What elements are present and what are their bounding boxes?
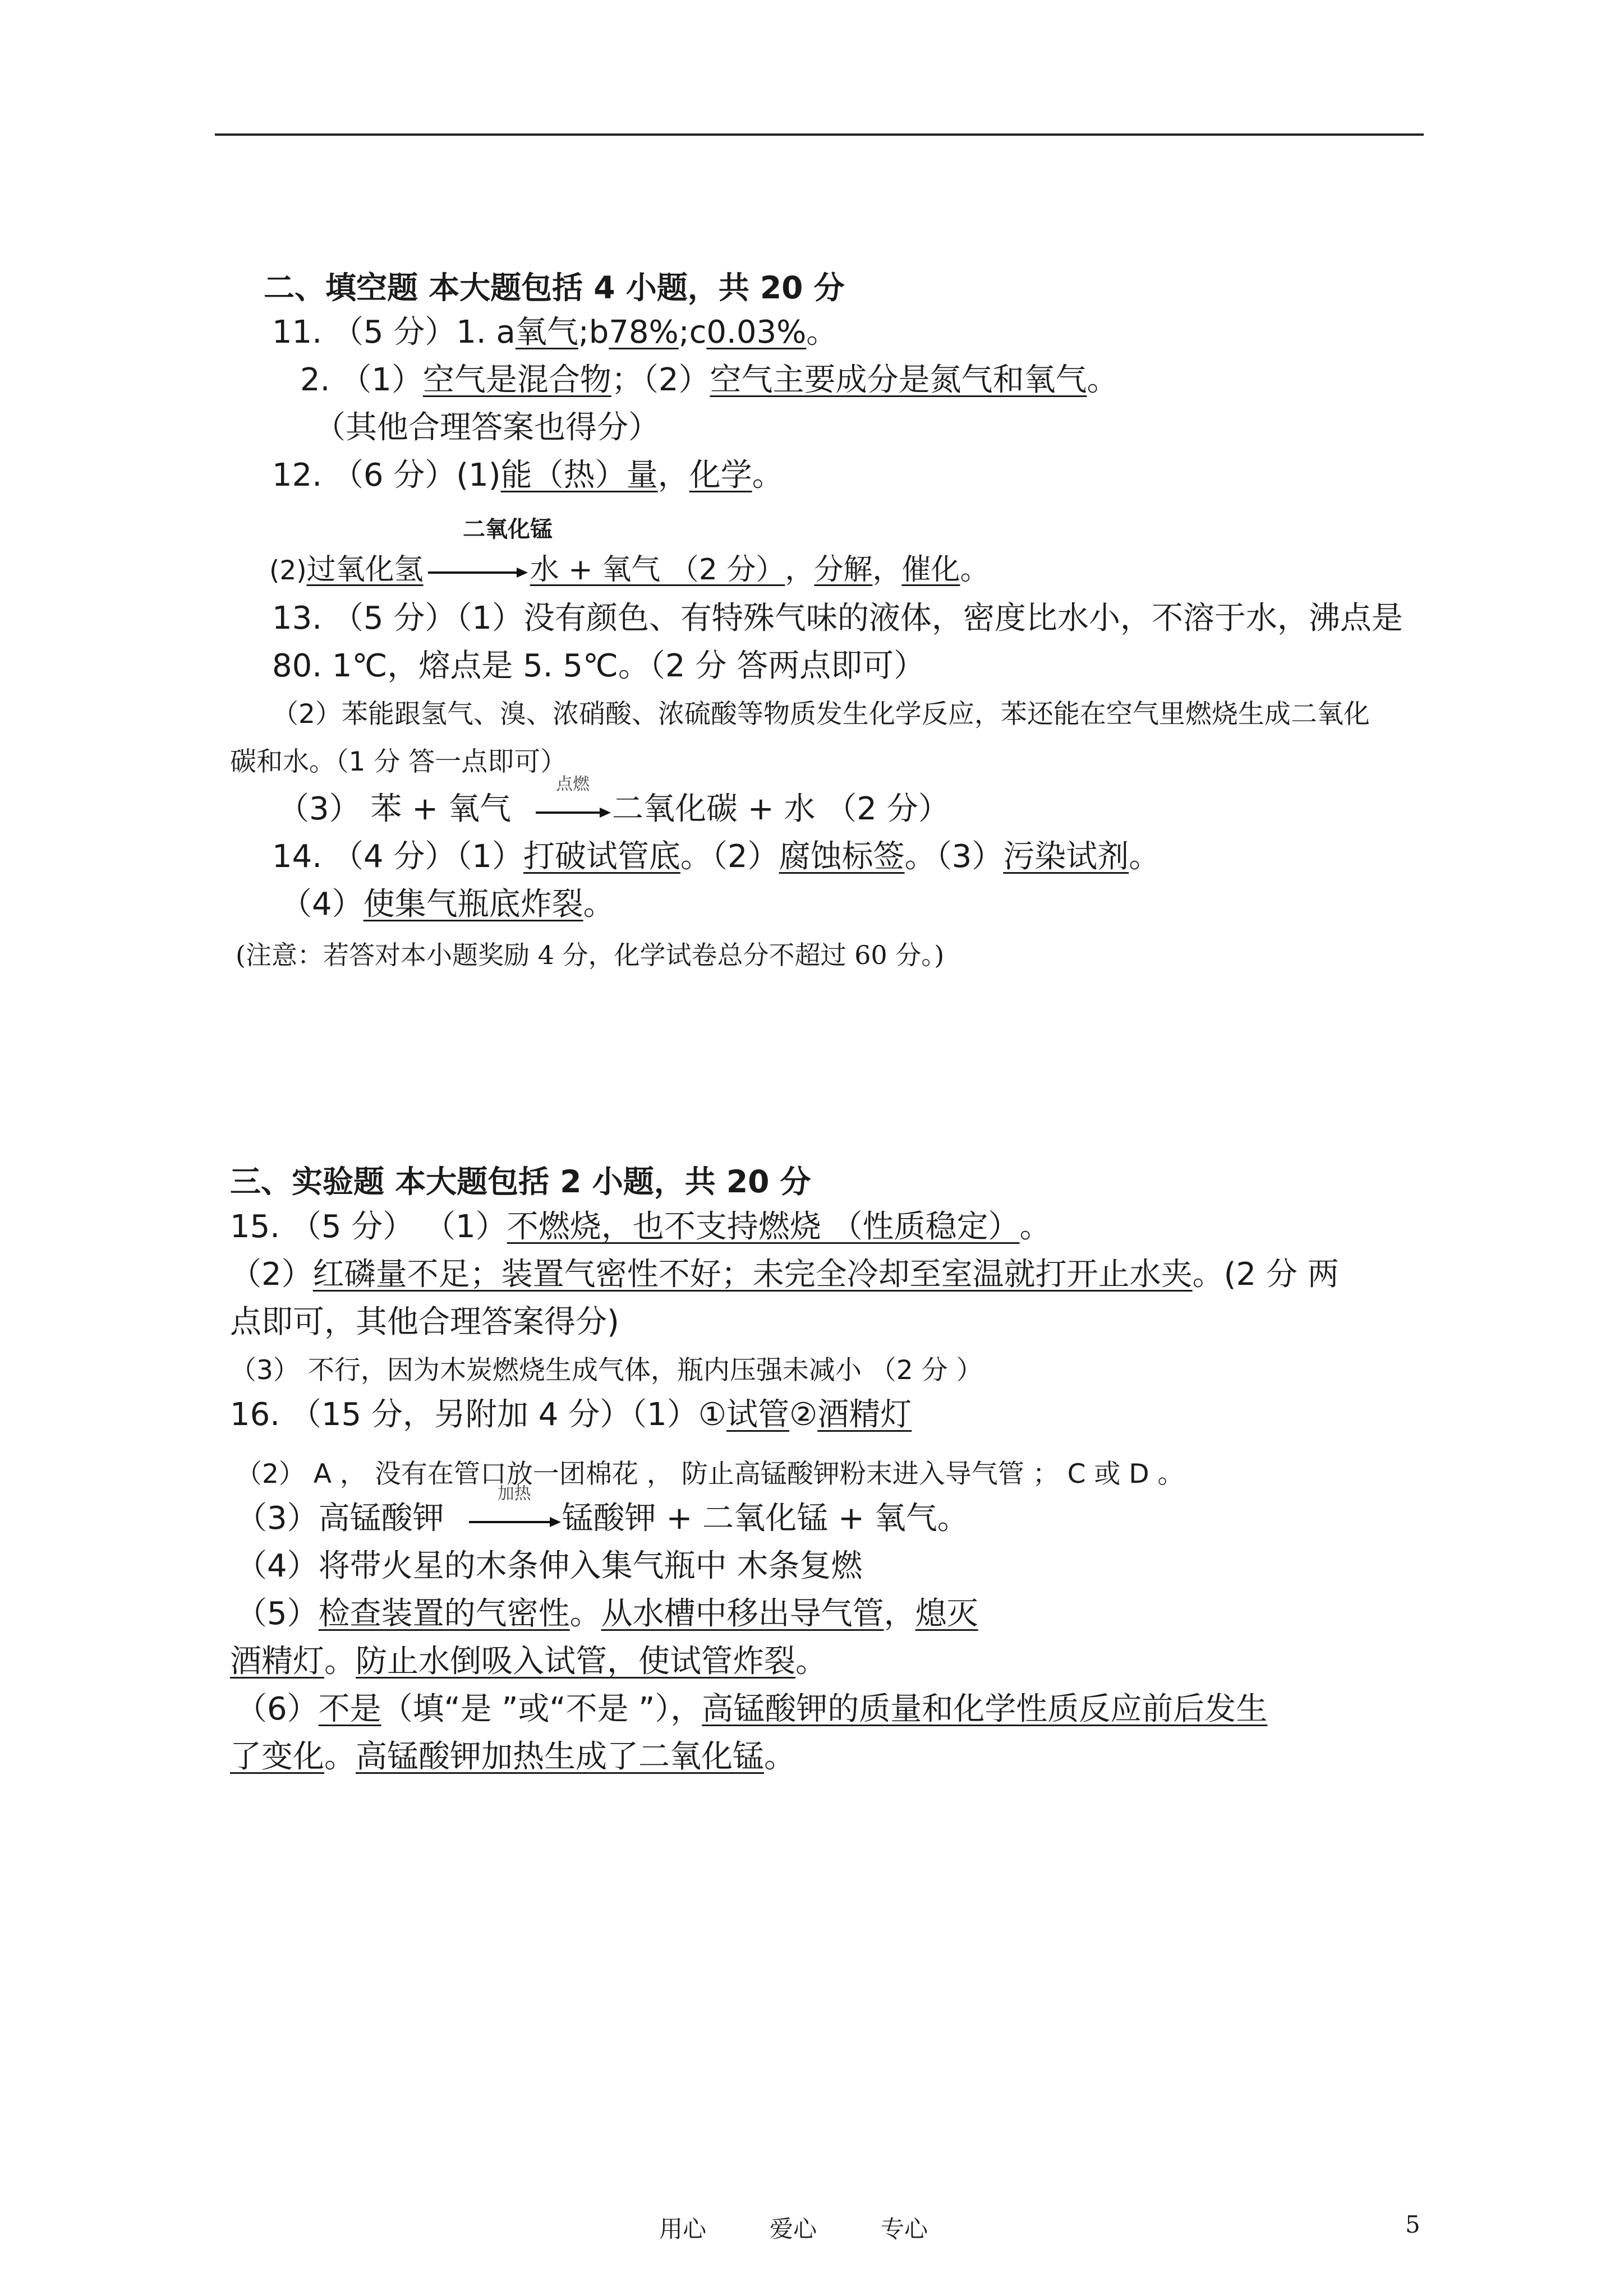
q16-6-line: [236, 1691, 1268, 1727]
q13-line-1: 13. （5 分）（1）没有颜色、有特殊气味的液体，密度比水小，不溶于水，沸点是: [272, 600, 1403, 637]
q16-line: [230, 1396, 912, 1433]
q16-3-line: [236, 1483, 969, 1537]
q14-mid-1: 。（2）: [680, 838, 779, 875]
q12-answer-2: 化学: [689, 457, 752, 494]
footer-motto-2: 爱心: [770, 2215, 817, 2243]
q11-answer-a: 氧气: [515, 314, 578, 351]
q16-5-line2-end: 。: [795, 1643, 827, 1680]
q16-5-prefix: （5）: [236, 1596, 319, 1632]
q14-answer-2: 腐蚀标签: [779, 838, 905, 875]
q15-2-suffix: 。(2 分 两: [1192, 1256, 1339, 1293]
q16-answer-2: 酒精灯: [817, 1396, 912, 1433]
q16-5-comma: ，: [884, 1596, 915, 1632]
q12-2-reactant: 过氧化氢: [306, 553, 424, 587]
q11-b-prefix: ;b: [578, 314, 609, 351]
q14-4-answer: 使集气瓶底炸裂: [363, 886, 583, 923]
q11-2-prefix: 2. （1）: [300, 362, 423, 398]
footer-motto-3: 专心: [881, 2215, 928, 2243]
q16-5-answer-1: 检查装置的气密性: [318, 1596, 570, 1632]
q16-5-answer-3-cont: 酒精灯: [230, 1643, 324, 1680]
q12-2-answer-1: 分解: [814, 553, 873, 587]
q14-prefix: 14. （4 分）（1）: [272, 838, 523, 875]
bonus-note: (注意：若答对本小题奖励 4 分，化学试卷总分不超过 60 分。): [236, 940, 945, 970]
q16-6-mid: （填“是 ”或“不是 ”），: [381, 1691, 702, 1727]
q16-prefix: 16. （15 分，另附加 4 分）（1）①: [230, 1396, 726, 1433]
q16-6-answer-2: 高锰酸钾的质量和化学性质反应前后发生: [702, 1691, 1268, 1727]
q15-2-line: [230, 1256, 1339, 1293]
q16-6-answer-2-cont: 了变化: [230, 1739, 324, 1775]
q14-4-end: 。: [583, 886, 615, 923]
q16-6-line2-mid: 。: [324, 1739, 356, 1775]
q14-line: [272, 838, 1161, 875]
q13-line-2: 80. 1℃，熔点是 5. 5℃。（2 分 答两点即可）: [272, 648, 926, 684]
ignite-arrow-icon: [533, 774, 612, 827]
section2-title: 二、填空题 本大题包括 4 小题，共 20 分: [264, 270, 845, 306]
heat-label: 加热: [497, 1483, 531, 1504]
reaction-arrow-icon: [424, 557, 530, 586]
q14-answer-1: 打破试管底: [523, 838, 680, 875]
q11-end: 。: [806, 314, 838, 351]
q12-end: 。: [752, 457, 784, 494]
footer-motto-1: 用心: [659, 2215, 707, 2243]
q12-2-comma: ，: [785, 553, 815, 587]
q16-5-line-2: [230, 1643, 827, 1680]
q14-answer-3: 污染试剂: [1003, 838, 1129, 875]
q12-catalyst-label: 二氧化锰: [463, 517, 553, 542]
q12-2-products: 水 + 氧气 （2 分）: [530, 553, 785, 587]
q14-4-prefix: （4）: [280, 886, 364, 923]
q11-answer-b: 78%: [609, 314, 679, 351]
q16-6-line2-end: 。: [764, 1739, 795, 1775]
q15-2-line-2: 点即可，其他合理答案得分): [230, 1304, 619, 1340]
q12-answer-1: 能（热）量: [500, 457, 658, 494]
q12-2-comma2: ，: [872, 553, 902, 587]
q14-mid-2: 。（3）: [904, 838, 1004, 875]
q16-4-line: （4）将带火星的木条伸入集气瓶中 木条复燃: [236, 1548, 863, 1584]
q12-2-prefix: (2): [269, 555, 307, 586]
q16-5-mid: 。: [569, 1596, 601, 1632]
q11-2-answer-1: 空气是混合物: [422, 362, 611, 398]
heat-arrow-icon: [467, 1483, 562, 1536]
q16-5-line2-mid: 。: [324, 1643, 356, 1680]
q16-5-answer-3: 熄灭: [915, 1596, 978, 1632]
q14-4-line: [280, 886, 615, 923]
q16-5-answer-4: 防止水倒吸入试管，使试管炸裂: [356, 1643, 795, 1680]
q16-3-suffix: 锰酸钾 + 二氧化锰 + 氧气。: [562, 1500, 969, 1537]
q15-2-prefix: （2）: [230, 1256, 313, 1293]
q16-6-prefix: （6）: [236, 1691, 319, 1727]
q15-line: [230, 1211, 1051, 1243]
q15-2-answer: 红磷量不足；装置气密性不好；未完全冷却至室温就打开止水夹: [312, 1256, 1193, 1293]
q11-2-mid: ；（2）: [611, 362, 710, 398]
q12-comma: ，: [657, 457, 689, 494]
q12-2-end: 。: [960, 553, 990, 587]
q12-2-answer-2: 催化: [901, 553, 960, 587]
q16-mid: ②: [789, 1396, 818, 1433]
q11-line: [272, 314, 838, 351]
q16-3-prefix: （3）高锰酸钾: [236, 1500, 444, 1537]
q16-6-answer-3: 高锰酸钾加热生成了二氧化锰: [356, 1739, 764, 1775]
q11-prefix: 11. （5 分）1. a: [272, 314, 516, 351]
q16-6-answer-1: 不是: [318, 1691, 381, 1727]
q13-line-3: （2）苯能跟氢气、溴、浓硝酸、浓硫酸等物质发生化学反应，苯还能在空气里燃烧生成二氧化: [272, 699, 1370, 730]
page-number: 5: [1405, 2211, 1420, 2238]
q15-3-line: （3） 不行，因为木炭燃烧生成气体，瓶内压强未减小 （2 分 ）: [230, 1355, 983, 1386]
q12-2-line: [269, 555, 989, 586]
q15-answer-1: 不燃烧，也不支持燃烧 （性质稳定）: [507, 1209, 1020, 1245]
ignite-label: 点燃: [555, 774, 590, 794]
q15-end: 。: [1019, 1209, 1051, 1245]
q13-3-suffix: 二氧化碳 + 水 （2 分）: [611, 791, 950, 827]
q16-answer-1: 试管: [726, 1396, 789, 1433]
q13-line-4: 碳和水。（1 分 答一点即可）: [230, 746, 567, 777]
q11-2-answer-2: 空气主要成分是氮气和氧气: [710, 362, 1087, 398]
q16-5-answer-2: 从水槽中移出导气管: [601, 1596, 884, 1632]
q11-2-line: [300, 362, 1119, 398]
q13-3-line: [278, 774, 950, 827]
q11-note: （其他合理答案也得分）: [314, 409, 660, 446]
section3-title: 三、实验题 本大题包括 2 小题，共 20 分: [230, 1164, 811, 1200]
q11-2-end: 。: [1087, 362, 1119, 398]
q13-3-prefix: （3） 苯 + 氧气: [278, 791, 511, 827]
q16-2-line: （2） A ， 没有在管口放一团棉花 ， 防止高锰酸钾粉末进入导气管 ； C 或 D 。: [236, 1459, 1184, 1490]
header-rule: [215, 133, 1424, 136]
q15-prefix: 15. （5 分） （1）: [230, 1209, 507, 1245]
q11-c-prefix: ;c: [678, 314, 707, 351]
q16-6-line-2: [230, 1741, 795, 1773]
q14-end: 。: [1129, 838, 1161, 875]
q11-answer-c: 0.03%: [706, 314, 807, 351]
q12-prefix: 12. （6 分）(1): [272, 457, 501, 494]
q16-5-line: [236, 1598, 978, 1630]
q12-line: [272, 457, 784, 494]
